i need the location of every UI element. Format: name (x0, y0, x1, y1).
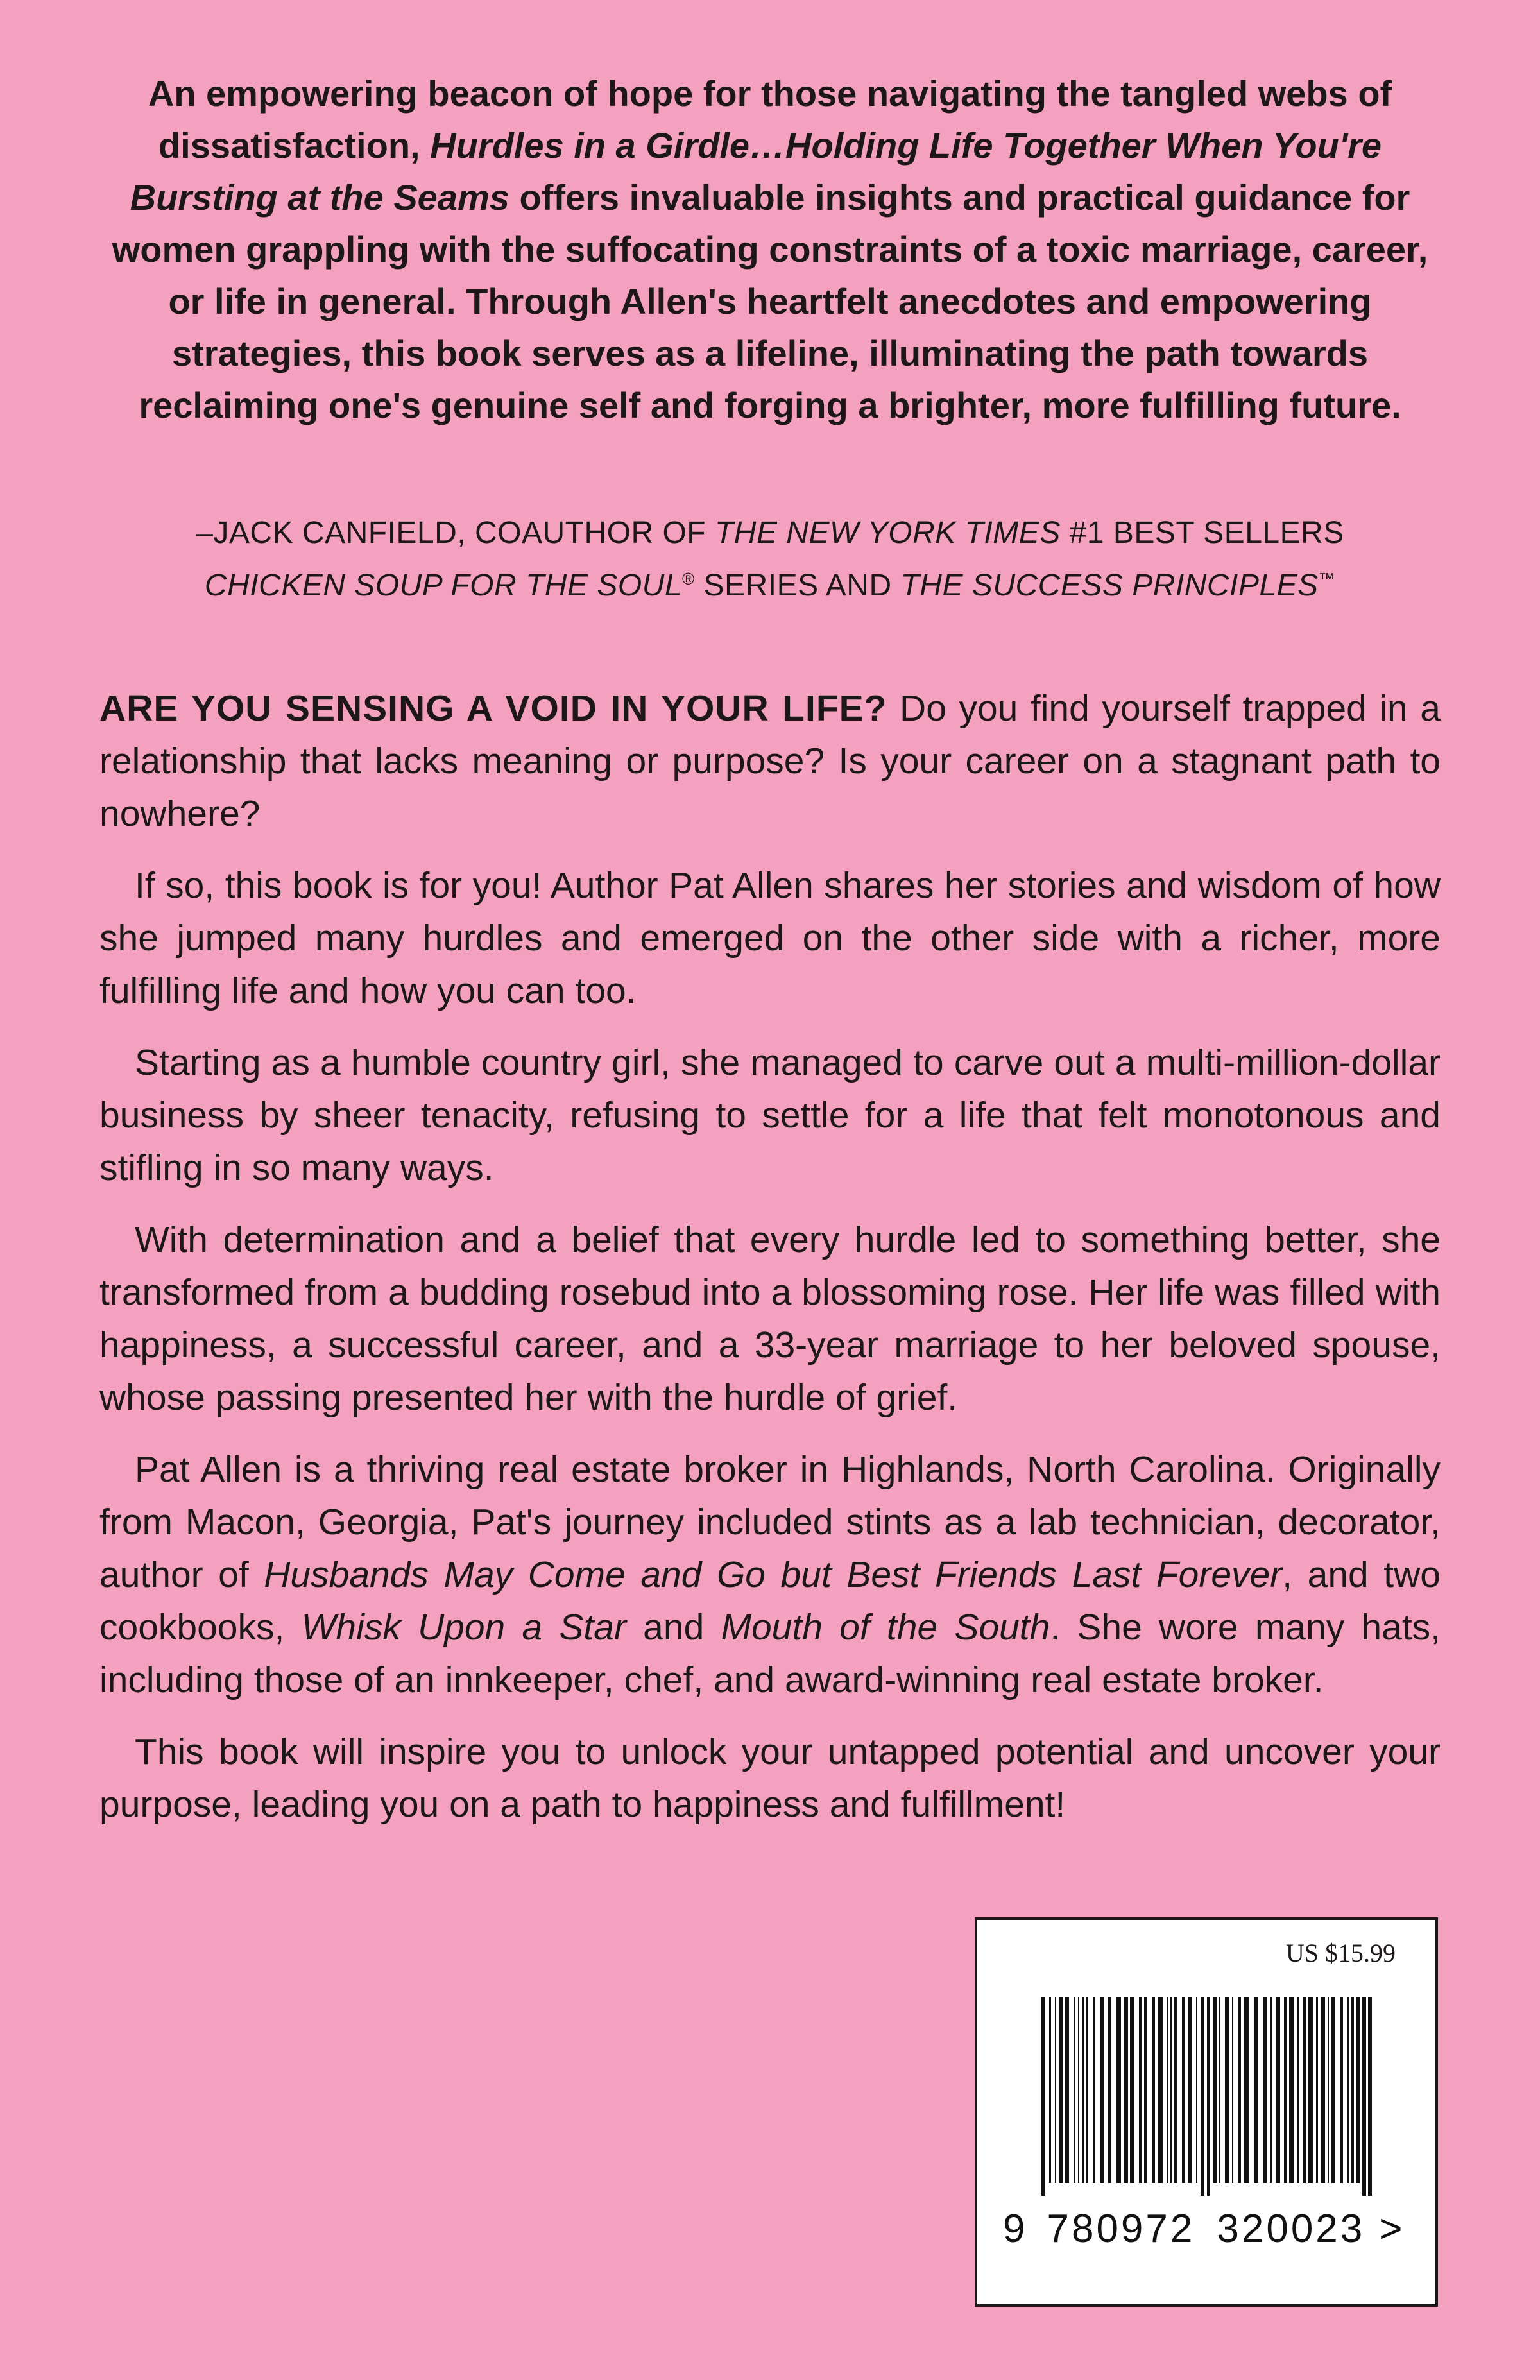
barcode-bar (1144, 1997, 1147, 2183)
attribution-author: –JACK CANFIELD, COAUTHOR OF (196, 516, 715, 550)
isbn-group-1: 780972 (1047, 2207, 1195, 2251)
barcode-bar (1201, 1997, 1204, 2196)
barcode-bar (1232, 1997, 1233, 2183)
barcode-bar (1049, 1997, 1051, 2183)
book-title-whisk: Whisk Upon a Star (301, 1607, 626, 1648)
barcode-bar (1340, 1997, 1343, 2183)
author-bio-text: and (626, 1607, 721, 1648)
barcode-bar (1074, 1997, 1075, 2183)
barcode-bar (1244, 1997, 1249, 2183)
barcode-bar (1139, 1997, 1142, 2183)
barcode-bar (1158, 1997, 1163, 2183)
barcode-bar (1368, 1997, 1372, 2196)
copy-paragraph-2: If so, this book is for you! Author Pat Allen shares her stories and wisdom of how she jumped many hurdles and emerged on the other side with a richer, more fulfilling life and how you can too. (99, 865, 1441, 1011)
barcode-bar (1188, 1997, 1192, 2183)
barcode-bar (1289, 1997, 1294, 2183)
copy-paragraph-3: Starting as a humble country girl, she managed to carve out a multi-million-dollar business by sheer tenacity, refusing to settle for a life that felt monotonous and stifling in so many ways. (99, 1042, 1441, 1188)
attribution-series-title: CHICKEN SOUP FOR THE SOUL (204, 569, 683, 603)
barcode-bar (1100, 1997, 1104, 2183)
isbn-group-2: 320023 (1217, 2207, 1365, 2251)
barcode-bar (1086, 1997, 1088, 2183)
barcode-bar (1174, 1997, 1177, 2183)
isbn-number (1003, 2206, 1414, 2252)
author-bio-text: , and two cookbooks, (99, 1554, 1441, 1648)
copy-paragraph-1 (99, 682, 1441, 840)
praise-quote (96, 67, 1444, 431)
barcode-bar (1284, 1997, 1287, 2183)
barcode-bar (1152, 1997, 1155, 2183)
copy-paragraph-4: With determination and a belief that every hurdle led to something better, she transformed from a budding rosebud into a blossoming rose. Her life was filled with happiness, a successful career, and a 33-year marriage to her beloved spouse, whose passing presented her with the hurdle of grief. (99, 1219, 1441, 1418)
barcode-bar (1356, 1997, 1360, 2183)
barcode-bar (1059, 1997, 1063, 2183)
praise-quote-text-continued: offers invaluable insights and practical guidance for women grappling with the suffocating constraints of a toxic marriage, career, or life in general. Through Allen's heartfelt anecdotes and empowering strategies, this book serves as a lifeline, illuminating the path towards reclaiming one's genuine self and forging a brighter, more fulfilling future. (112, 177, 1428, 425)
barcode-bar (1351, 1997, 1354, 2183)
barcode-bar (1263, 1997, 1267, 2183)
praise-quote-book-title: Hurdles in a Girdle…Holding Life Together When You're Bursting at the Seams (130, 125, 1382, 218)
isbn-first-digit: 9 (1003, 2207, 1028, 2251)
barcode-bar (1213, 1997, 1217, 2183)
barcode-bar (1167, 1997, 1168, 2183)
barcode-bar (1082, 1997, 1084, 2183)
barcode-bars (1041, 1997, 1375, 2196)
barcode-bar (1303, 1997, 1306, 2183)
copy-paragraph-5 (99, 1443, 1441, 1706)
book-title-husbands: Husbands May Come and Go but Best Friends Last Forever (264, 1554, 1283, 1595)
barcode-bar (1238, 1997, 1241, 2183)
attribution-nyt: THE NEW YORK TIMES (714, 516, 1061, 550)
back-cover-copy (99, 682, 1441, 1850)
barcode-bar (1170, 1997, 1172, 2183)
barcode-bar (1219, 1997, 1220, 2183)
barcode-bar (1065, 1997, 1069, 2183)
barcode-bar (1254, 1997, 1258, 2183)
barcode-bar (1328, 1997, 1329, 2183)
barcode-bar (1055, 1997, 1056, 2183)
barcode-bar (1297, 1997, 1299, 2183)
barcode-bar (1130, 1997, 1134, 2183)
barcode-bar (1225, 1997, 1229, 2183)
attribution-series-label: SERIES AND (694, 569, 901, 603)
copy-paragraph-1-text: Do you find yourself trapped in a relationship that lacks meaning or purpose? Is your career on a stagnant path to nowhere? (99, 688, 1441, 834)
attribution-success-principles: THE SUCCESS PRINCIPLES (900, 569, 1319, 603)
trademark-mark: ™ (1318, 569, 1336, 588)
barcode-bar (1321, 1997, 1325, 2183)
barcode-bar (1108, 1997, 1111, 2183)
barcode-bar (1207, 1997, 1210, 2196)
author-bio-text: Pat Allen is a thriving real estate broker in Highlands, North Carolina. Originally from Macon, Georgia, Pat's journey included stints as a lab technician, decorator, author of (99, 1449, 1441, 1595)
copy-paragraph-6: This book will inspire you to unlock your untapped potential and uncover your purpose, leading you on a path to happiness and fulfillment! (99, 1731, 1441, 1825)
barcode-bar (1124, 1997, 1128, 2183)
barcode-bar (1316, 1997, 1318, 2183)
barcode-bar (1182, 1997, 1185, 2183)
registered-mark: ® (682, 569, 695, 588)
isbn-barcode (975, 1917, 1438, 2307)
barcode-bar (1308, 1997, 1313, 2183)
barcode-bar (1116, 1997, 1121, 2183)
copy-headline: ARE YOU SENSING A VOID IN YOUR LIFE? (99, 688, 887, 729)
barcode-bar (1041, 1997, 1045, 2196)
attribution-best-sellers: #1 BEST SELLERS (1060, 516, 1344, 550)
praise-quote-text: An empowering beacon of hope for those navigating the tangled webs of dissatisfaction, (148, 73, 1392, 166)
barcode-bar (1331, 1997, 1335, 2183)
isbn-arrow: > (1379, 2207, 1405, 2251)
barcode-bar (1196, 1997, 1197, 2183)
praise-attribution (96, 507, 1444, 612)
barcode-bar (1348, 1997, 1349, 2183)
price-label: US $15.99 (1285, 1939, 1396, 1967)
author-bio-text: . She wore many hats, including those of an innkeeper, chef, and award-winning real estate broker. (99, 1607, 1441, 1700)
barcode-bar (1362, 1997, 1366, 2196)
barcode-bar (1276, 1997, 1280, 2183)
barcode-bar (1078, 1997, 1079, 2183)
barcode-bar (1093, 1997, 1095, 2183)
barcode-bar (1270, 1997, 1272, 2183)
book-title-mouth: Mouth of the South (721, 1607, 1050, 1648)
